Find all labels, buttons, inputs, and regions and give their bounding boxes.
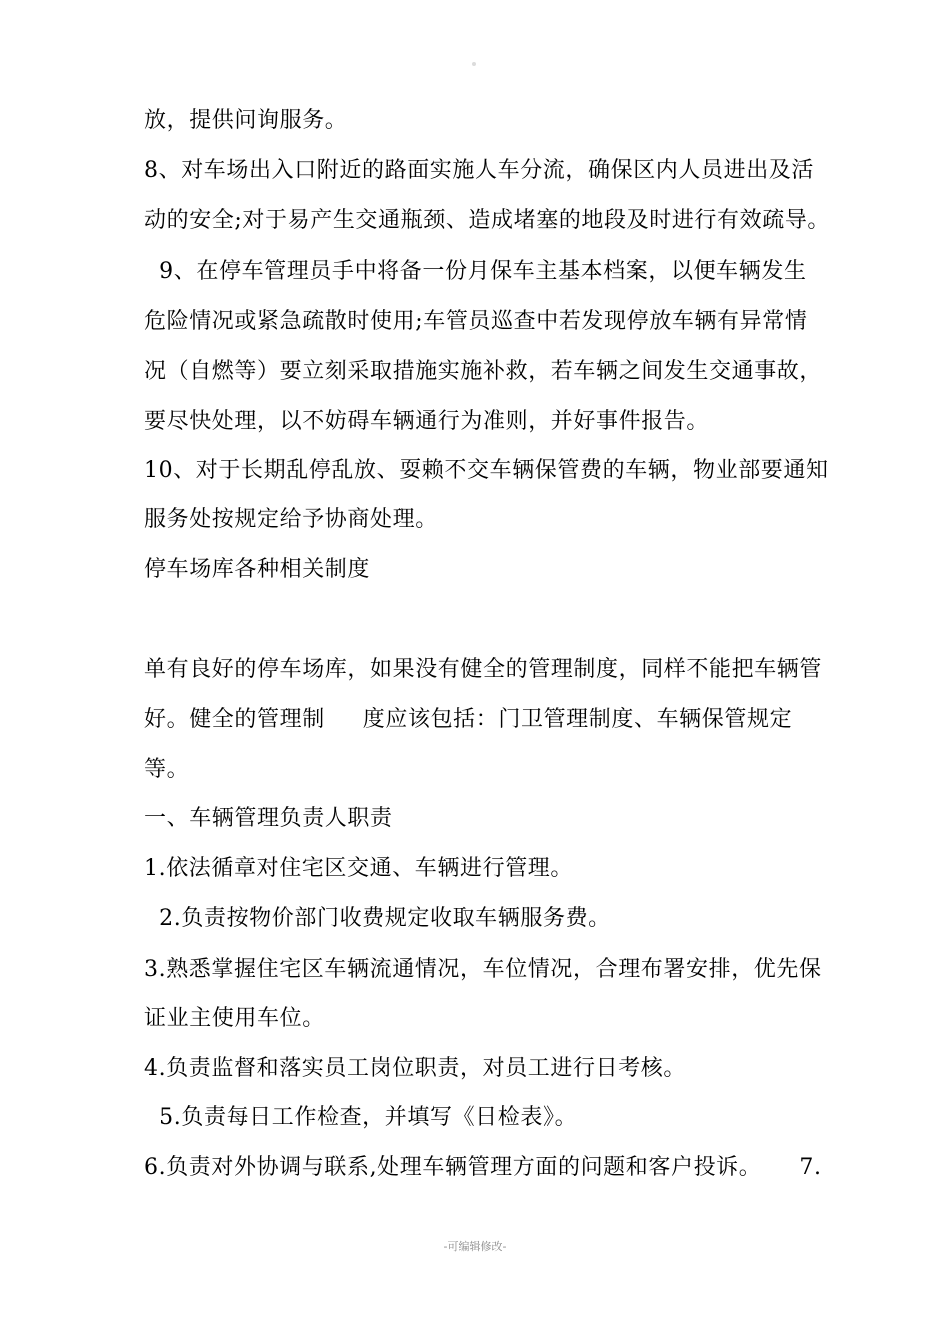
list-item-1: 1.依法循章对住宅区交通、车辆进行管理。 — [144, 856, 573, 881]
text-line-1: 放，提供问询服务。 — [144, 108, 348, 133]
list-item-4: 4.负责监督和落实员工岗位职责，对员工进行日考核。 — [144, 1056, 686, 1081]
text-line-11: 单有良好的停车场库，如果没有健全的管理制度，同样不能把车辆管 — [144, 657, 823, 682]
section-title-parking-rules: 停车场库各种相关制度 — [144, 557, 371, 582]
text-line-8: 10、对于长期乱停乱放、耍赖不交车辆保管费的车辆，物业部要通知 — [144, 458, 829, 483]
list-item-3-cont: 证业主使用车位。 — [144, 1006, 325, 1031]
text-line-2: 8、对车场出入口附近的路面实施人车分流，确保区内人员进出及活 — [144, 158, 814, 183]
text-line-9: 服务处按规定给予协商处理。 — [144, 507, 438, 532]
text-line-7: 要尽快处理，以不妨碍车辆通行为准则，并好事件报告。 — [144, 409, 710, 434]
text-line-6: 况（自燃等）要立刻采取措施实施补救，若车辆之间发生交通事故， — [144, 359, 823, 384]
list-item-6: 6.负责对外协调与联系,处理车辆管理方面的问题和客户投诉。 7. — [144, 1155, 822, 1180]
text-line-4: 9、在停车管理员手中将备一份月保车主基本档案，以便车辆发生 — [144, 259, 807, 284]
text-line-3: 动的安全;对于易产生交通瓶颈、造成堵塞的地段及时进行有效疏导。 — [144, 208, 831, 233]
text-line-5: 危险情况或紧急疏散时使用;车管员巡查中若发现停放车辆有异常情 — [144, 309, 808, 334]
section-heading-manager-duties: 一、车辆管理负责人职责 — [144, 806, 393, 831]
list-item-2: 2.负责按物价部门收费规定收取车辆服务费。 — [144, 906, 611, 931]
text-line-12: 好。健全的管理制 度应该包括：门卫管理制度、车辆保管规定 — [144, 707, 793, 732]
text-line-13: 等。 — [144, 757, 190, 782]
list-item-5: 5.负责每日工作检查，并填写《日检表》。 — [144, 1105, 578, 1130]
list-item-3: 3.熟悉掌握住宅区车辆流通情况，车位情况，合理布署安排，优先保 — [144, 957, 822, 982]
page-footer: -可编辑修改- — [443, 1240, 507, 1253]
header-mark — [472, 62, 476, 66]
